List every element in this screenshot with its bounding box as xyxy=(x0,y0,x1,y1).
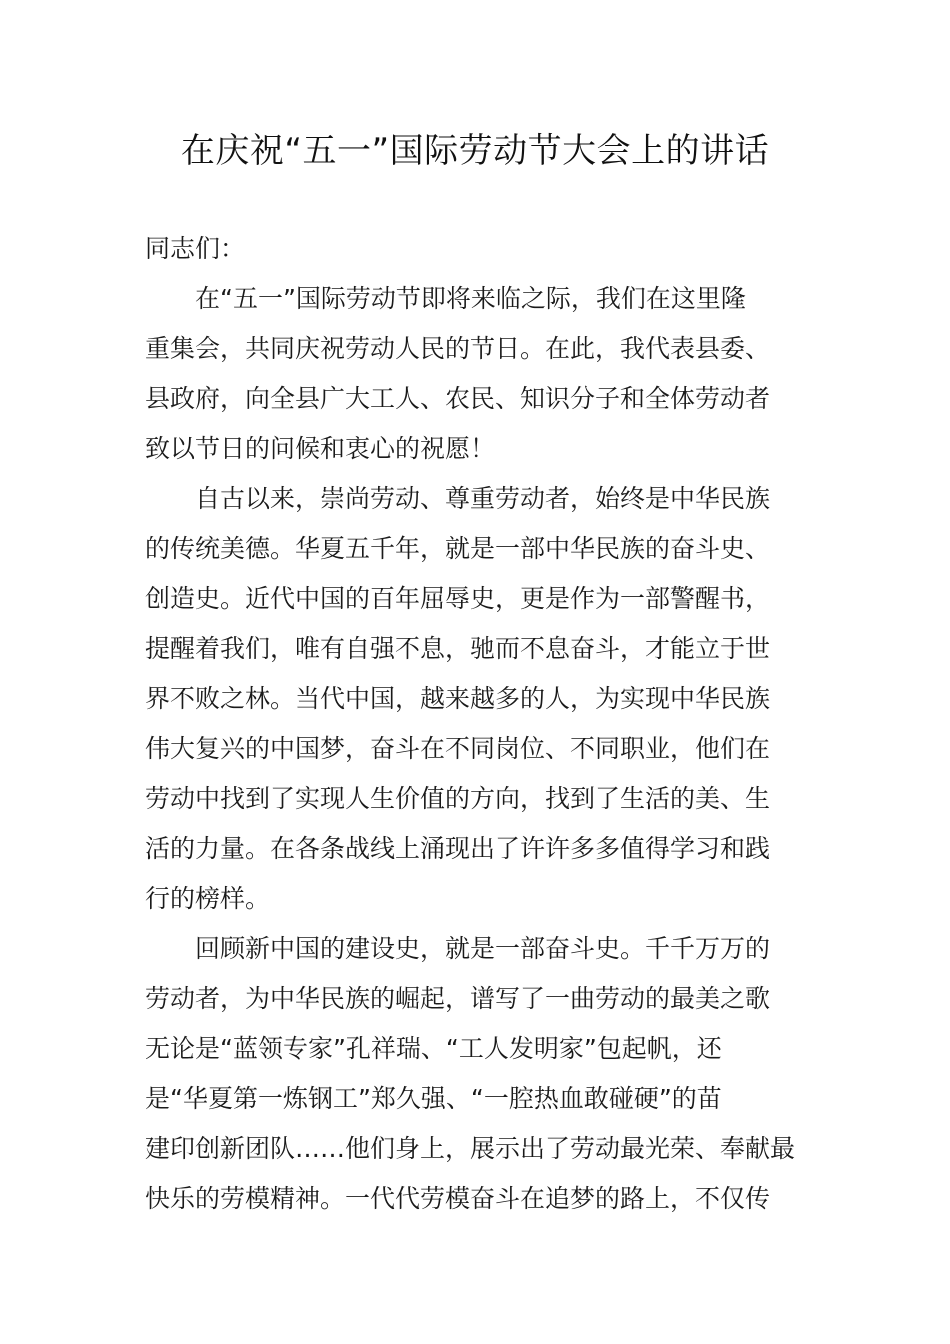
paragraph-line: 致以节日的问候和衷心的祝愿！ xyxy=(145,434,496,463)
paragraph-line: 的传统美德。华夏五千年，就是一部中华民族的奋斗史、 xyxy=(145,534,771,563)
paragraph-line: 在“五一”国际劳动节即将来临之际，我们在这里隆 xyxy=(195,284,746,313)
paragraph-line: 重集会，共同庆祝劳动人民的节日。在此，我代表县委、 xyxy=(145,334,771,363)
paragraph-line: 创造史。近代中国的百年屈辱史，更是作为一部警醒书， xyxy=(145,584,771,613)
paragraph-1 xyxy=(145,274,807,474)
paragraph-line: 县政府，向全县广大工人、农民、知识分子和全体劳动者 xyxy=(145,384,771,413)
paragraph-line: 界不败之林。当代中国，越来越多的人，为实现中华民族 xyxy=(145,684,771,713)
paragraph-line: 无论是“蓝领专家”孔祥瑞、“工人发明家”包起帆，还 xyxy=(145,1034,722,1063)
paragraph-2 xyxy=(145,474,807,924)
paragraph-line: 活的力量。在各条战线上涌现出了许许多多值得学习和践 xyxy=(145,834,771,863)
document-body xyxy=(145,224,807,1224)
salutation: 同志们： xyxy=(145,234,246,263)
paragraph-line: 自古以来，崇尚劳动、尊重劳动者，始终是中华民族 xyxy=(195,484,771,513)
paragraph-line: 建印创新团队……他们身上，展示出了劳动最光荣、奉献最 xyxy=(145,1134,796,1163)
paragraph-line: 快乐的劳模精神。一代代劳模奋斗在追梦的路上，不仅传 xyxy=(145,1184,771,1213)
paragraph-line: 行的榜样。 xyxy=(145,884,271,913)
paragraph-line: 劳动者，为中华民族的崛起，谱写了一曲劳动的最美之歌 xyxy=(145,984,771,1013)
paragraph-line: 伟大复兴的中国梦，奋斗在不同岗位、不同职业，他们在 xyxy=(145,734,771,763)
paragraph-line: 劳动中找到了实现人生价值的方向，找到了生活的美、生 xyxy=(145,784,771,813)
paragraph-3 xyxy=(145,924,807,1224)
paragraph-line: 是“华夏第一炼钢工”郑久强、“一腔热血敢碰硬”的苗 xyxy=(145,1084,722,1113)
paragraph-line: 提醒着我们，唯有自强不息，驰而不息奋斗，才能立于世 xyxy=(145,634,771,663)
document-title: 在庆祝“五一”国际劳动节大会上的讲话 xyxy=(180,131,770,171)
paragraph-line: 回顾新中国的建设史，就是一部奋斗史。千千万万的 xyxy=(195,934,771,963)
